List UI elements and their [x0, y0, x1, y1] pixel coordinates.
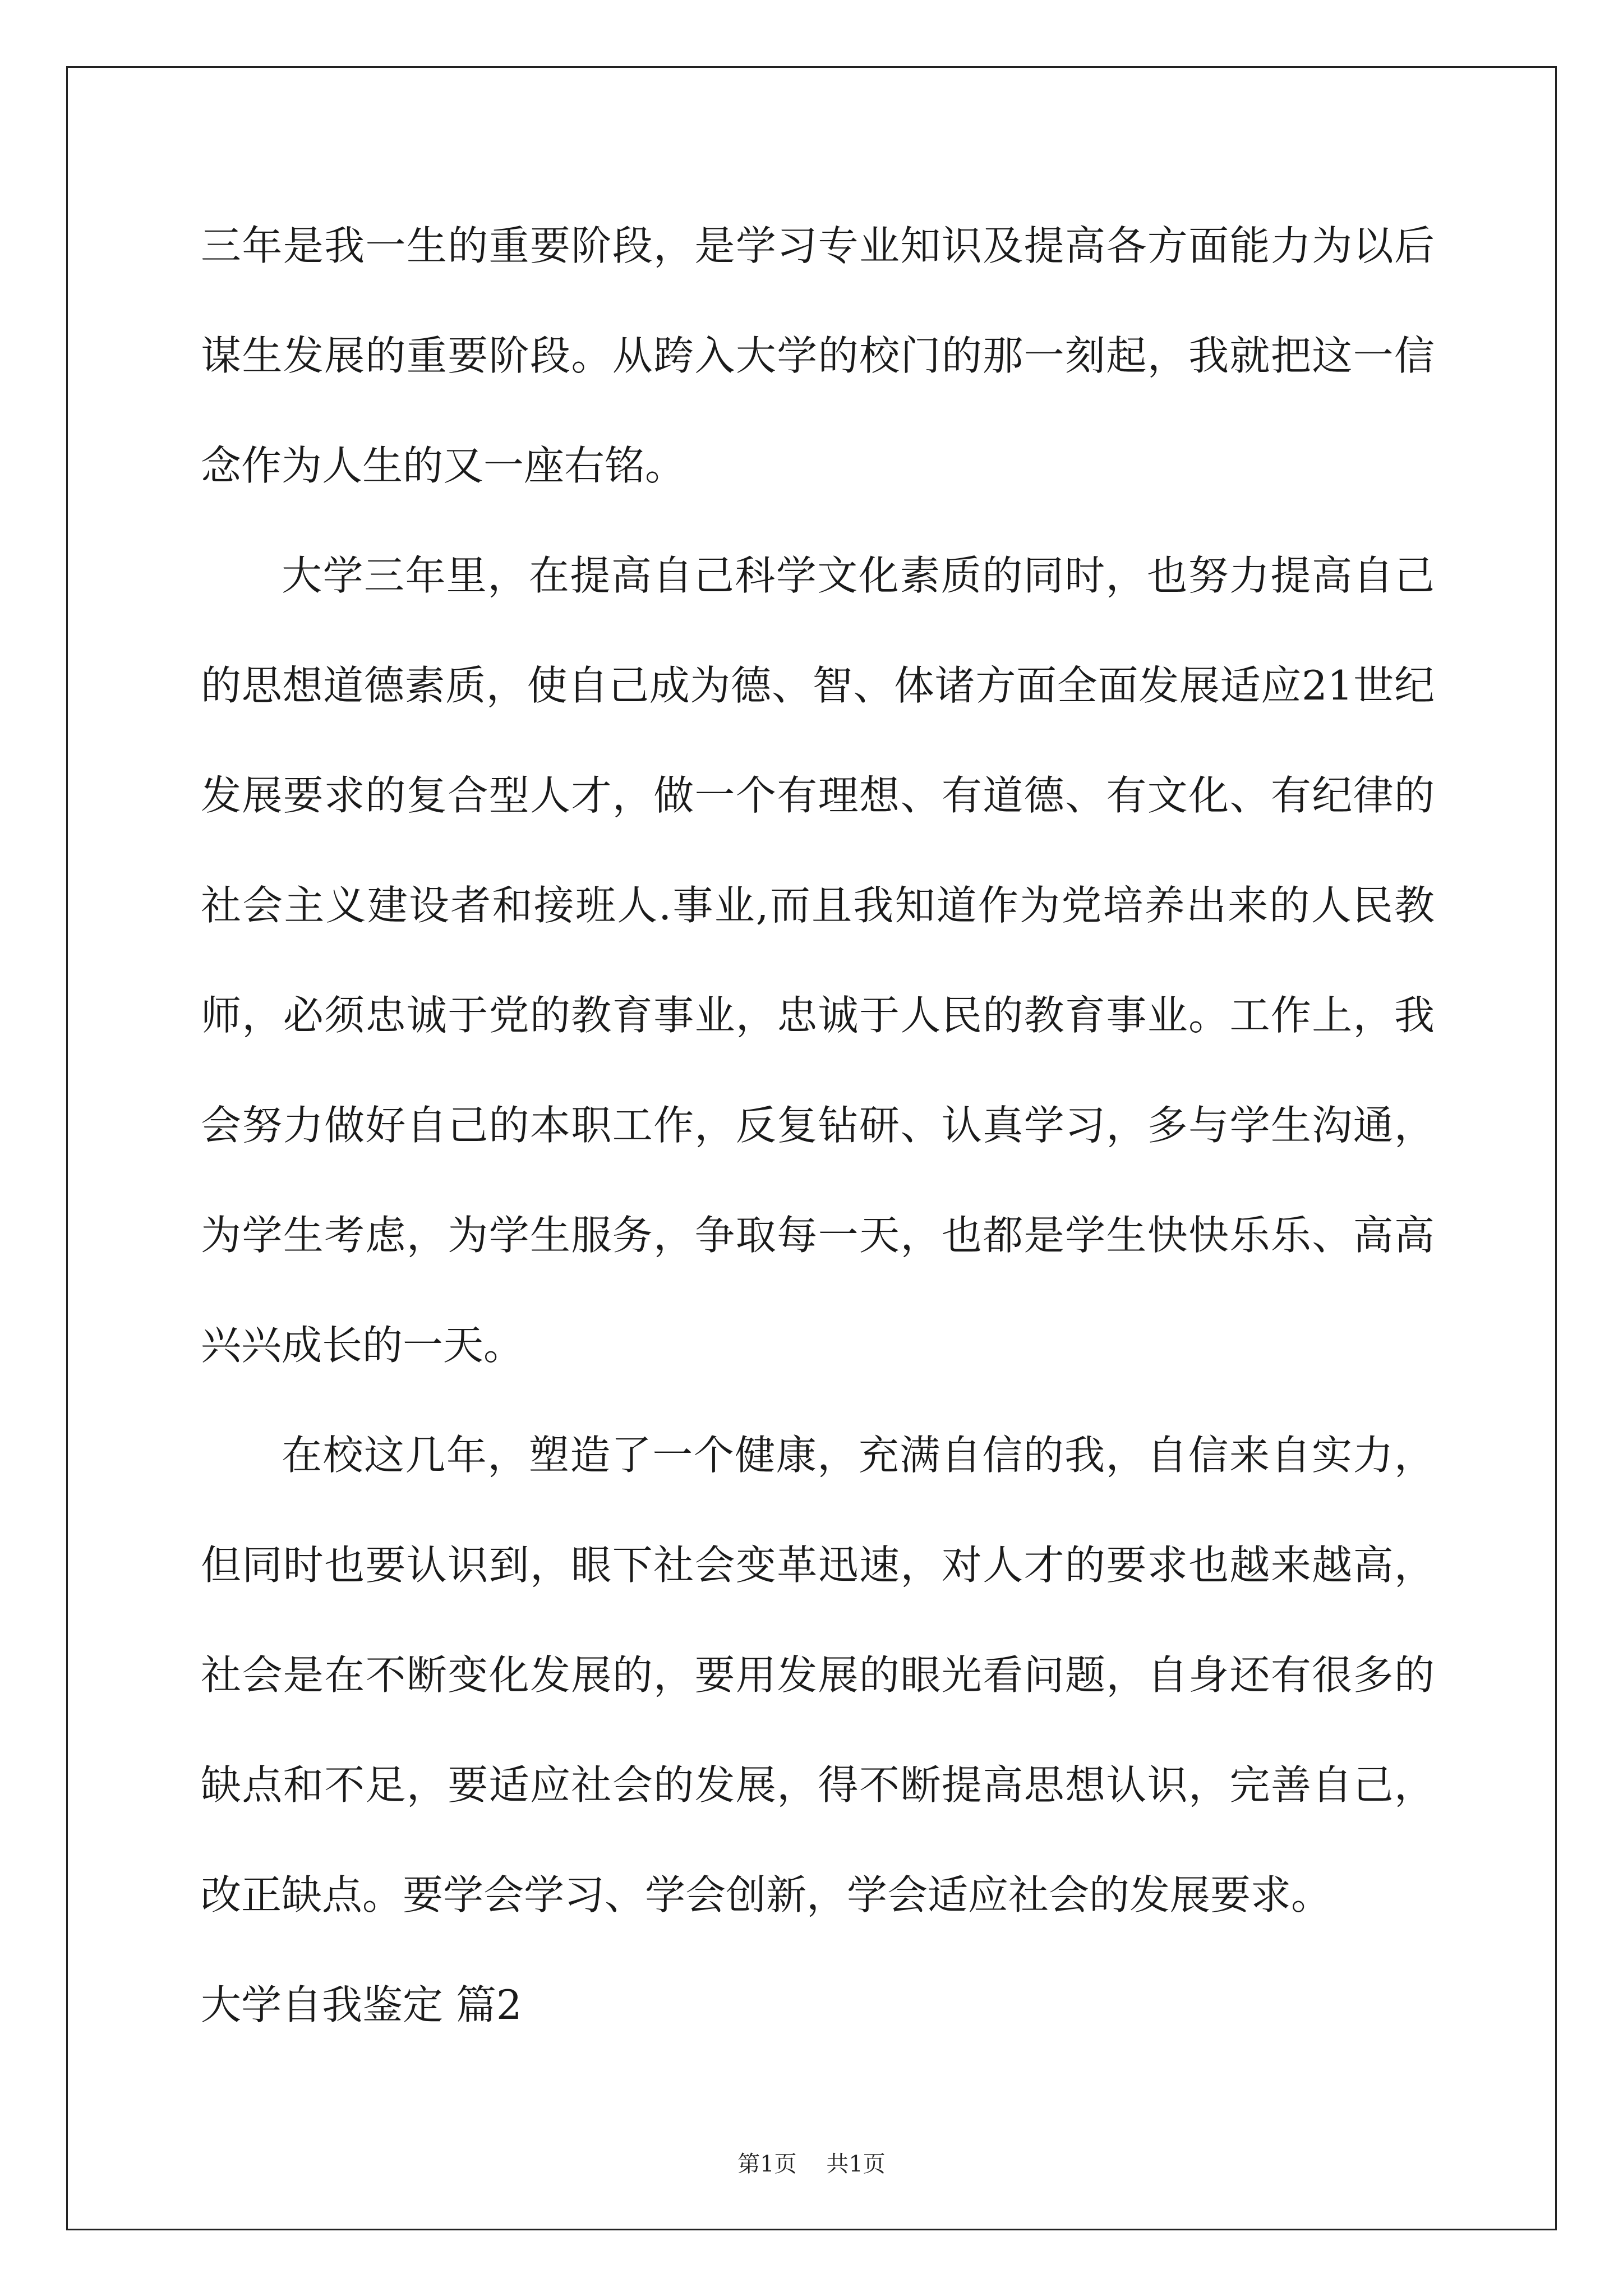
paragraph-3: 在校这几年，塑造了一个健康，充满自信的我，自信来自实力，但同时也要认识到，眼下社会变革迅速，对人才的要求也越来越高，社会是在不断变化发展的，要用发展的眼光看问题，自身还有很多的缺点和不足，要适应社会的发展，得不断提高思想认识，完善自己，改正缺点。要学会学习、学会创新，学会适应社会的发展要求。 — [201, 1432, 1435, 1918]
section-heading: 大学自我鉴定 篇2 — [201, 1981, 522, 2028]
document-body — [201, 191, 1435, 2060]
paragraph-2: 大学三年里，在提高自己科学文化素质的同时，也努力提高自己的思想道德素质，使自己成为德、智、体诸方面全面发展适应21世纪发展要求的复合型人才，做一个有理想、有道德、有文化、有纪律的社会主义建设者和接班人.事业,而且我知道作为党培养出来的人民教师，必须忠诚于党的教育事业，忠诚于人民的教育事业。工作上，我会努力做好自己的本职工作，反复钻研、认真学习，多与学生沟通，为学生考虑，为学生服务，争取每一天，也都是学生快快乐乐、高高兴兴成长的一天。 — [201, 552, 1435, 1369]
page-number-current: 第1页 — [737, 2151, 797, 2177]
page-number-total: 共1页 — [826, 2151, 886, 2177]
paragraph-1: 三年是我一生的重要阶段，是学习专业知识及提高各方面能力为以后谋生发展的重要阶段。从跨入大学的校门的那一刻起，我就把这一信念作为人生的又一座右铭。 — [201, 222, 1435, 489]
page-footer — [0, 2146, 1623, 2178]
